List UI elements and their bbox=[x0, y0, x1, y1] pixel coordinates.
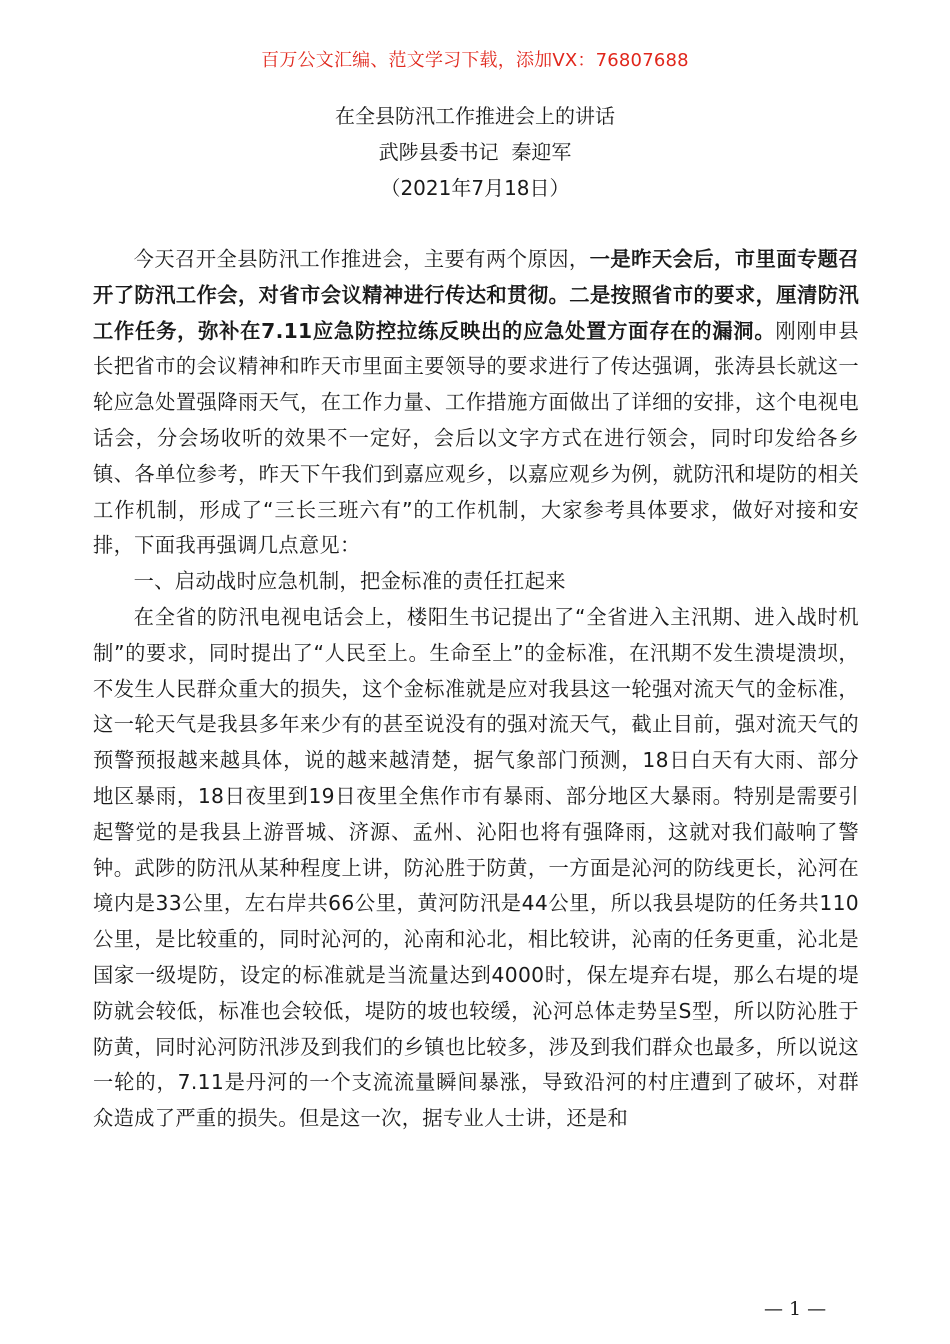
paragraph-intro-text-1: 今天召开全县防汛工作推进会，主要有两个原因， bbox=[133, 247, 590, 271]
document-header bbox=[0, 98, 950, 206]
paragraph-section-1: 在全省的防汛电视电话会上，楼阳生书记提出了“全省进入主汛期、进入战时机制”的要求，同时提出了“人民至上。生命至上”的金标准，在汛期不发生溃堤溃坝，不发生人民群众重大的损失，这个金标准就是应对我县这一轮强对流天气的金标准，这一轮天气是我县多年来少有的甚至说没有的强对流天气，截止目前，强对流天气的预警预报越来越具体，说的越来越清楚，据气象部门预测，18日白天有大雨、部分地区暴雨，18日夜里到19日夜里全焦作市有暴雨、部分地区大暴雨。特别是需要引起警觉的是我县上游晋城、济源、孟州、沁阳也将有强降雨，这就对我们敲响了警钟。武陟的防汛从某种程度上讲，防沁胜于防黄，一方面是沁河的防线更长，沁河在境内是33公里，左右岸共66公里，黄河防汛是44公里，所以我县堤防的任务共110公里，是比较重的，同时沁河的，沁南和沁北，相比较讲，沁南的任务更重，沁北是国家一级堤防，设定的标准就是当流量达到4000时，保左堤弃右堤，那么右堤的堤防就会较低，标准也会较低，堤防的坡也较缓，沁河总体走势呈S型，所以防沁胜于防黄，同时沁河防汛涉及到我们的乡镇也比较多，涉及到我们群众也最多，所以说这一轮的，7.11是丹河的一个支流流量瞬间暴涨，导致沿河的村庄遭到了破坏，对群众造成了严重的损失。但是这一次，据专业人士讲，还是和 bbox=[93, 604, 859, 1131]
document-body bbox=[93, 242, 859, 1137]
paragraph-intro bbox=[93, 242, 859, 564]
document-date: （2021年7月18日） bbox=[380, 176, 570, 200]
watermark-banner: 百万公文汇编、范文学习下载，添加VX：76807688 bbox=[261, 50, 689, 71]
page-number: — 1 — bbox=[764, 1298, 827, 1320]
document-title: 在全县防汛工作推进会上的讲话 bbox=[335, 104, 615, 128]
paragraph-intro-text-2: 刚刚申县长把省市的会议精神和昨天市里面主要领导的要求进行了传达强调，张涛县长就这一轮应急处置强降雨天气，在工作力量、工作措施方面做出了详细的安排，这个电视电话会，分会场收听的效果不一定好，会后以文字方式在进行领会，同时印发给各乡镇、各单位参考，昨天下午我们到嘉应观乡，以嘉应观乡为例，就防汛和堤防的相关工作机制，形成了“三长三班六有”的工作机制，大家参考具体要求，做好对接和安排，下面我再强调几点意见： bbox=[93, 318, 859, 558]
document-author: 武陟县委书记 秦迎军 bbox=[378, 140, 572, 164]
paragraph-intro-bold: 一是昨天会后，市里面专题召开了防汛工作会，对省市会议精神进行传达和贯彻。二是按照省市的要求，厘清防汛工作任务，弥补在7.11应急防控拉练反映出的应急处置方面存在的漏洞。 bbox=[93, 247, 859, 343]
section-heading-1: 一、启动战时应急机制，把金标准的责任扛起来 bbox=[133, 569, 566, 594]
